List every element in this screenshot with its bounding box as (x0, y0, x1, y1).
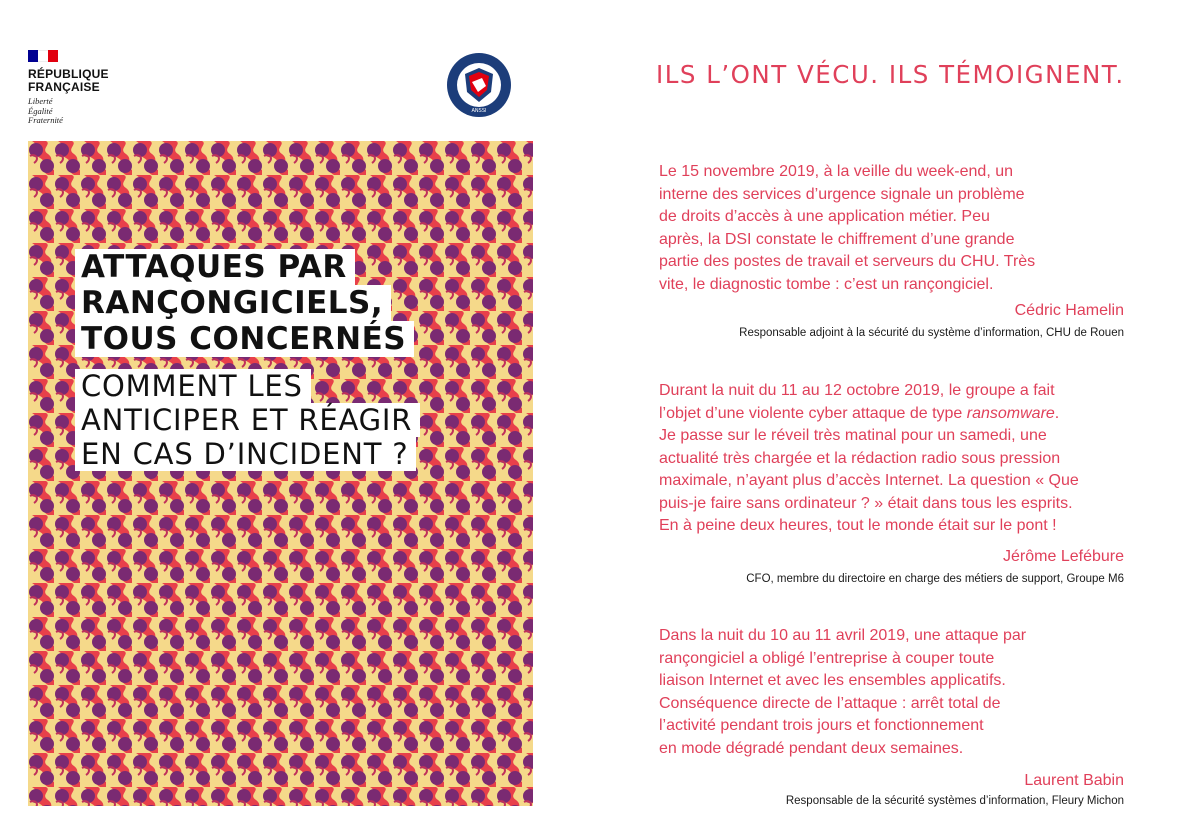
republic-motto: Liberté Égalité Fraternité (28, 96, 63, 125)
testimonial-2-role: CFO, membre du directoire en charge des métiers de support, Groupe M6 (746, 573, 1124, 585)
cover-subtitle-line-2: ANTICIPER ET RÉAGIR (75, 403, 420, 437)
cover-panel (28, 141, 533, 806)
anssi-label: ANSSI (471, 108, 487, 114)
french-flag-icon (28, 50, 58, 62)
testimonials-heading: ILS L’ONT VÉCU. ILS TÉMOIGNENT. (656, 60, 1125, 89)
republique-francaise-name: RÉPUBLIQUE FRANÇAISE (28, 67, 109, 94)
ransomware-emphasis: ransomware (966, 404, 1055, 422)
cover-pattern (28, 141, 533, 806)
anssi-seal-logo (446, 52, 512, 118)
testimonial-1-quote: Le 15 novembre 2019, à la veille du week-end, un interne des services d’urgence signale un problème de droits d’accès à une application métier. Peu après, la DSI constate le chiffrement d’une grande partie des postes de travail et serveurs du CHU. Très vite, le diagnostic tombe : c’est un rançongiciel. (659, 163, 1036, 293)
cover-title-line-3: TOUS CONCERNÉS (75, 321, 414, 357)
testimonial-3-author: Laurent Babin (1024, 772, 1124, 789)
testimonial-2-quote: Durant la nuit du 11 au 12 octobre 2019, le groupe a fait l’objet d’une violente cyber attaque de type ransomware. Je passe sur le réveil très matinal pour un samedi, une actualité très chargée et la rédaction radio sous pression maximale, n’ayant plus d’accès Internet. La question « Que puis-je faire sans ordinateur ? » était dans tous les esprits. En à peine deux heures, tout le monde était sur le pont ! (659, 382, 1079, 534)
cover-subtitle-line-1: COMMENT LES (75, 369, 311, 403)
testimonial-2-author: Jérôme Lefébure (1003, 548, 1124, 565)
testimonial-3-quote: Dans la nuit du 10 au 11 avril 2019, une attaque par rançongiciel a obligé l’entreprise à couper toute liaison Internet et avec les ensembles applicatifs. Conséquence directe de l’attaque : arrêt total de l’activité pendant trois jours et fonctionnement en mode dégradé pendant deux semaines. (659, 627, 1027, 757)
testimonial-1-role: Responsable adjoint à la sécurité du système d’information, CHU de Rouen (739, 327, 1124, 339)
cover-title-line-2: RANÇONGICIELS, (75, 285, 391, 321)
cover-title-line-1: ATTAQUES PAR (75, 249, 355, 285)
testimonial-1-author: Cédric Hamelin (1014, 302, 1124, 319)
cover-subtitle-line-3: EN CAS D’INCIDENT ? (75, 437, 416, 471)
republique-francaise-logo (28, 50, 138, 126)
testimonial-3-role: Responsable de la sécurité systèmes d’information, Fleury Michon (785, 795, 1124, 807)
